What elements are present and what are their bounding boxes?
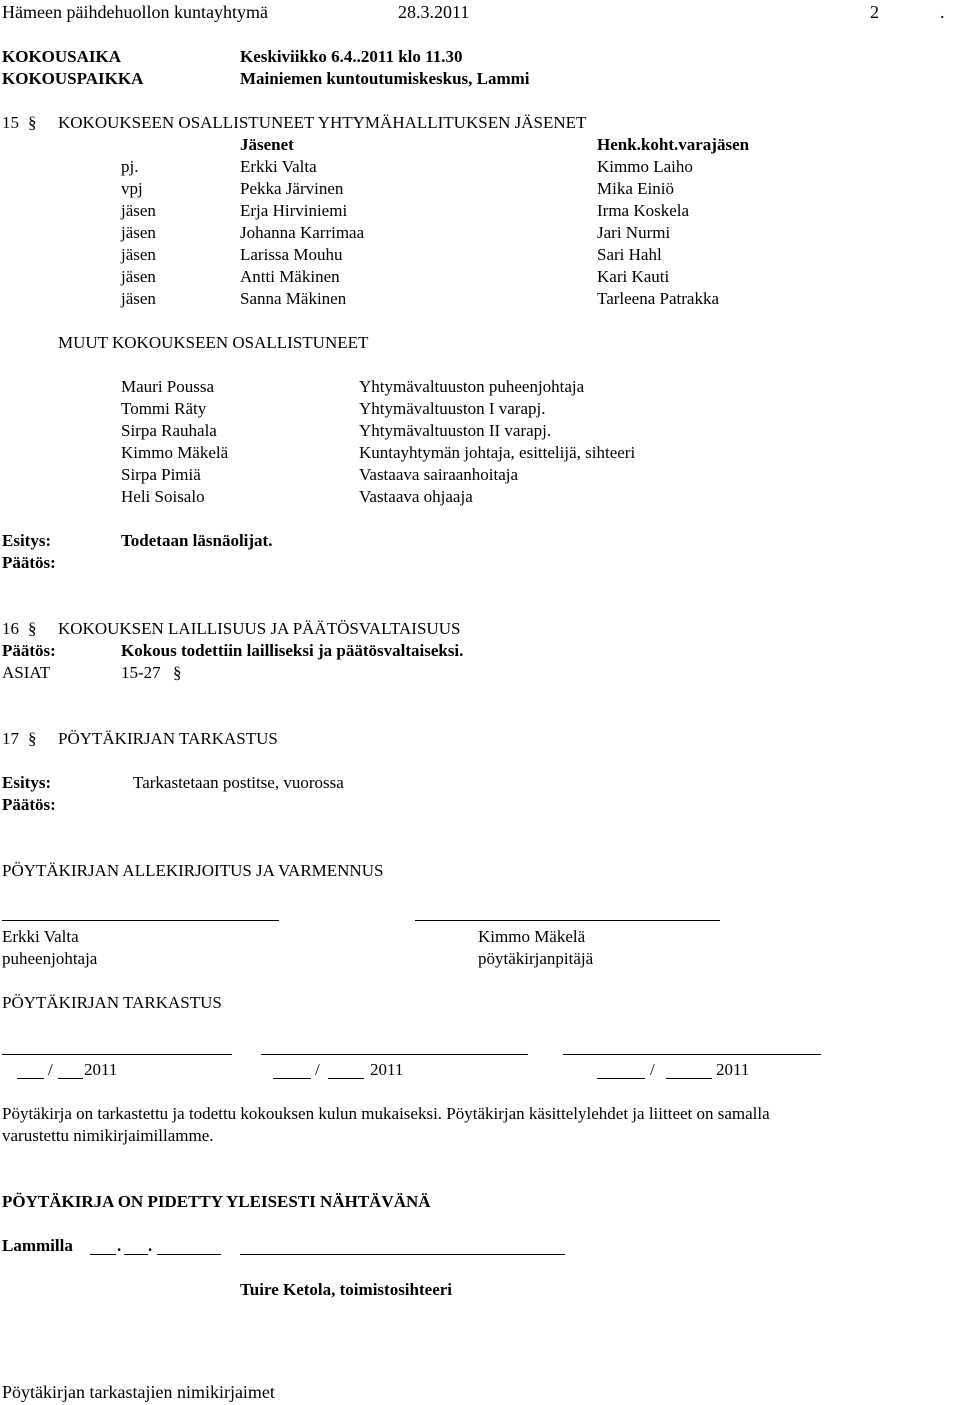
other-name: Sirpa Pimiä <box>121 465 201 484</box>
deputy-column-header: Henk.koht.varajäsen <box>597 135 750 154</box>
page-number: 2 <box>870 2 879 22</box>
deputy-name: Jari Nurmi <box>597 223 671 242</box>
date-slash: / <box>650 1060 655 1079</box>
section-16-title: KOKOUKSEN LAILLISUUS JA PÄÄTÖSVALTAISUUS <box>58 619 461 638</box>
inspection-text-line2: varustettu nimikirjaimillamme. <box>2 1126 214 1145</box>
public-signer: Tuire Ketola, toimistosihteeri <box>240 1280 453 1299</box>
member-name: Erkki Valta <box>240 157 317 176</box>
date-dot: . <box>148 1236 153 1255</box>
esitys-text: Tarkastetaan postitse, vuorossa <box>133 773 344 792</box>
header-org: Hämeen päihdehuollon kuntayhtymä <box>2 2 268 22</box>
members-column-header: Jäsenet <box>240 135 294 154</box>
member-role: jäsen <box>121 245 156 264</box>
member-role: jäsen <box>121 223 156 242</box>
date-year: 2011 <box>84 1060 118 1079</box>
signer-left-name: Erkki Valta <box>2 927 79 946</box>
deputy-name: Sari Hahl <box>597 245 662 264</box>
other-role: Yhtymävaltuuston I varapj. <box>359 399 546 418</box>
deputy-name: Kari Kauti <box>597 267 670 286</box>
other-name: Tommi Räty <box>121 399 207 418</box>
signature-line <box>240 1254 565 1255</box>
date-dot: . <box>117 1236 122 1255</box>
inspection-text-line1: Pöytäkirja on tarkastettu ja todettu kokouksen kulun mukaiseksi. Pöytäkirjan käsittelylehdet ja liitteet on samalla <box>2 1104 770 1123</box>
section-16-para: § <box>28 619 37 638</box>
date-blank <box>90 1254 116 1255</box>
paatos-label: Päätös: <box>2 641 56 660</box>
other-name: Sirpa Rauhala <box>121 421 217 440</box>
date-blank <box>124 1254 148 1255</box>
meeting-place-label: KOKOUSPAIKKA <box>2 69 144 88</box>
member-role: vpj <box>121 179 143 198</box>
member-role: jäsen <box>121 289 156 308</box>
other-role: Yhtymävaltuuston II varapj. <box>359 421 552 440</box>
section-17-title: PÖYTÄKIRJAN TARKASTUS <box>58 729 278 748</box>
date-blank <box>273 1078 311 1079</box>
date-blank <box>328 1078 364 1079</box>
member-name: Johanna Karrimaa <box>240 223 365 242</box>
footer-text: Pöytäkirjan tarkastajien nimikirjaimet <box>2 1382 275 1402</box>
section-15-title: KOKOUKSEEN OSALLISTUNEET YHTYMÄHALLITUKSEN JÄSENET <box>58 113 587 132</box>
section-17-number: 17 <box>2 729 19 748</box>
member-role: jäsen <box>121 201 156 220</box>
esitys-text: Todetaan läsnäolijat. <box>121 531 273 550</box>
asiat-para: § <box>173 663 182 682</box>
signer-left-role: puheenjohtaja <box>2 949 98 968</box>
date-slash: / <box>48 1060 53 1079</box>
esitys-label: Esitys: <box>2 531 52 550</box>
member-name: Pekka Järvinen <box>240 179 344 198</box>
member-name: Antti Mäkinen <box>240 267 340 286</box>
public-place: Lammilla <box>2 1236 73 1255</box>
paatos-label: Päätös: <box>2 553 56 572</box>
other-name: Kimmo Mäkelä <box>121 443 229 462</box>
date-year: 2011 <box>370 1060 404 1079</box>
inspection-title: PÖYTÄKIRJAN TARKASTUS <box>2 993 222 1012</box>
inspector-line-3 <box>563 1054 821 1055</box>
meeting-place-value: Mainiemen kuntoutumiskeskus, Lammi <box>240 69 530 88</box>
signatures-title: PÖYTÄKIRJAN ALLEKIRJOITUS JA VARMENNUS <box>2 861 384 880</box>
deputy-name: Irma Koskela <box>597 201 690 220</box>
signer-right-name: Kimmo Mäkelä <box>478 927 586 946</box>
other-role: Vastaava sairaanhoitaja <box>359 465 519 484</box>
other-role: Yhtymävaltuuston puheenjohtaja <box>359 377 585 396</box>
signature-line-right <box>415 920 720 921</box>
header-dot: . <box>940 2 945 22</box>
date-slash: / <box>315 1060 320 1079</box>
member-name: Larissa Mouhu <box>240 245 343 264</box>
signer-right-role: pöytäkirjanpitäjä <box>478 949 594 968</box>
signature-line-left <box>2 920 279 921</box>
other-name: Mauri Poussa <box>121 377 215 396</box>
deputy-name: Mika Einiö <box>597 179 674 198</box>
member-role: pj. <box>121 157 139 176</box>
date-blank <box>58 1078 83 1079</box>
section-15-para: § <box>28 113 37 132</box>
section-15-number: 15 <box>2 113 19 132</box>
member-name: Erja Hirviniemi <box>240 201 348 220</box>
member-role: jäsen <box>121 267 156 286</box>
esitys-label: Esitys: <box>2 773 52 792</box>
date-blank <box>157 1254 221 1255</box>
asiat-label: ASIAT <box>2 663 51 682</box>
member-name: Sanna Mäkinen <box>240 289 347 308</box>
public-title: PÖYTÄKIRJA ON PIDETTY YLEISESTI NÄHTÄVÄNÄ <box>2 1192 431 1211</box>
meeting-time-value: Keskiviikko 6.4..2011 klo 11.30 <box>240 47 463 66</box>
paatos-label: Päätös: <box>2 795 56 814</box>
other-role: Kuntayhtymän johtaja, esittelijä, sihteeri <box>359 443 636 462</box>
date-blank <box>666 1078 712 1079</box>
date-blank <box>597 1078 645 1079</box>
asiat-range: 15-27 <box>121 663 161 682</box>
date-blank <box>17 1078 44 1079</box>
other-role: Vastaava ohjaaja <box>359 487 473 506</box>
meeting-time-label: KOKOUSAIKA <box>2 47 122 66</box>
inspector-line-2 <box>261 1054 528 1055</box>
others-title: MUUT KOKOUKSEEN OSALLISTUNEET <box>58 333 369 352</box>
paatos-text: Kokous todettiin lailliseksi ja päätösvaltaiseksi. <box>121 641 464 660</box>
section-16-number: 16 <box>2 619 19 638</box>
section-17-para: § <box>28 729 37 748</box>
header-date: 28.3.2011 <box>398 2 470 22</box>
date-year: 2011 <box>716 1060 750 1079</box>
deputy-name: Tarleena Patrakka <box>597 289 719 308</box>
deputy-name: Kimmo Laiho <box>597 157 693 176</box>
other-name: Heli Soisalo <box>121 487 205 506</box>
inspector-line-1 <box>2 1054 232 1055</box>
